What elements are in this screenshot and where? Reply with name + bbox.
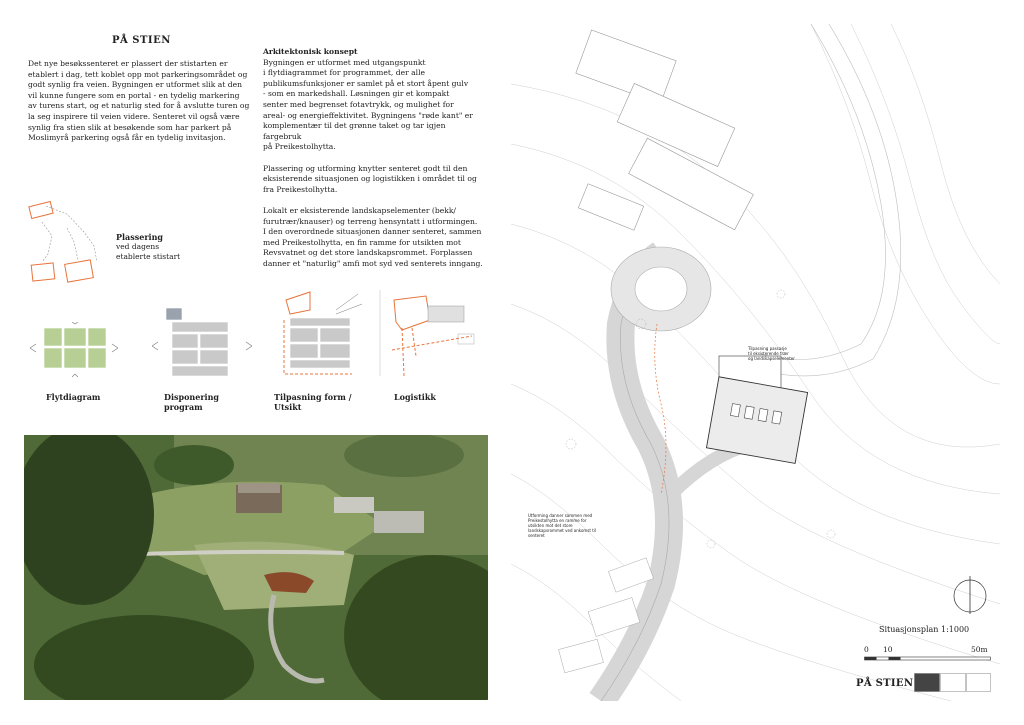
intro-line: Moslimyrå parkering også får en tydelig invitasjon. [28, 133, 226, 143]
intro-line: etablert i dag, tett koblet opp mot parkeringsområdet og [28, 69, 248, 79]
concept-line: publikumsfunksjoner er samlet på et stort åpent gulv [263, 78, 469, 88]
concept-line: senter med begrenset fotavtrykk, og mulighet for [263, 99, 454, 109]
aerial-photo-image [24, 435, 488, 700]
placement-sketch [22, 196, 112, 292]
program-diagram [148, 306, 260, 384]
concept-line: areal- og energieffektivitet. Bygningens "røde kant" er [263, 110, 473, 120]
concept-line: komplementær til det grønne taket og tar igjen fargebruk [263, 121, 446, 141]
site-plan [511, 24, 1000, 701]
scale-tick-0: 0 [864, 645, 869, 654]
intro-line: synlig fra stien slik at besøkende som har parkert på [28, 122, 232, 132]
concept-line: med Preikestolhytta, en fin ramme for utsikten mot [263, 237, 461, 247]
placement-line: etablerte stistart [116, 252, 181, 261]
page-title: PÅ STIEN [112, 35, 171, 46]
intro-line: la seg inspirere til veien videre. Senteret vil også være [28, 111, 240, 121]
concept-line: Bygningen er utformet med utgangspunkt [263, 57, 426, 67]
concept-line: Lokalt er eksisterende landskapselementer (bekk/ [263, 205, 456, 215]
scale-tick-50: 50m [971, 645, 988, 654]
intro-text [28, 59, 250, 144]
diagram-label-program: Disponering program [164, 392, 219, 412]
concept-line: - som en markedshall. Løsningen gir et kompakt [263, 89, 450, 99]
scale-bar [864, 656, 992, 662]
concept-line: fra Preikestolhytta. [263, 184, 338, 194]
brand-swatches [914, 673, 992, 693]
concept-line: på Preikestolhytta. [263, 142, 336, 152]
intro-line: Det nye besøkssenteret er plassert der stistarten er [28, 59, 228, 68]
adaptation-diagram [276, 290, 368, 386]
concept-line: i flytdiagrammet for programmet, der alle [263, 68, 426, 78]
logistics-diagram [372, 286, 488, 382]
concept-line: eksisterende situasjonen og logistikken i området til og [263, 174, 477, 184]
concept-line: Plassering og utforming knytter senteret godt til den [263, 163, 468, 173]
concept-text [263, 47, 485, 269]
intro-line: vil kunne fungere som en portal - en tydelig markering [28, 90, 240, 100]
diagram-label-adaptation: Tilpasning form / Utsikt [274, 392, 352, 412]
diagram-label-flow: Flytdiagram [46, 392, 101, 402]
site-plan-drawing [511, 24, 1000, 701]
map-note-top: Tilpasning passasje til eksisterende trær og landskapselementer [748, 346, 795, 361]
concept-line: Revsvatnet og det store landskapsrommet. Forplassen [263, 248, 473, 258]
intro-line: godt synlig fra veien. Bygningen er utformet slik at den [28, 80, 243, 90]
concept-heading: Arkitektonisk konsept [263, 47, 358, 56]
intro-line: av turens start, og et naturlig sted for å avslutte turen og [28, 101, 250, 111]
map-note-left: Utforming danner sammen med Preikestolhytta en ramme for utsikten mot det store landskapsrommet ved ankomst til senteret [528, 513, 596, 538]
concept-line: furutrær/knauser) og terreng hensyntatt i utformingen. [263, 216, 478, 226]
concept-line: danner et "naturlig" amfi mot syd ved senterets inngang. [263, 258, 483, 268]
footer-brand: PÅ STIEN [856, 678, 914, 689]
flow-diagram [22, 322, 126, 378]
placement-line: ved dagens [116, 242, 160, 251]
aerial-photo [24, 435, 488, 700]
diagram-label-logistics: Logistikk [394, 392, 436, 402]
concept-line: I den overordnede situasjonen danner senteret, sammen [263, 227, 482, 237]
scale-title: Situasjonsplan 1:1000 [879, 625, 970, 634]
placement-title: Plassering [116, 232, 163, 242]
scale-tick-10: 10 [883, 645, 893, 654]
placement-caption [116, 232, 180, 262]
